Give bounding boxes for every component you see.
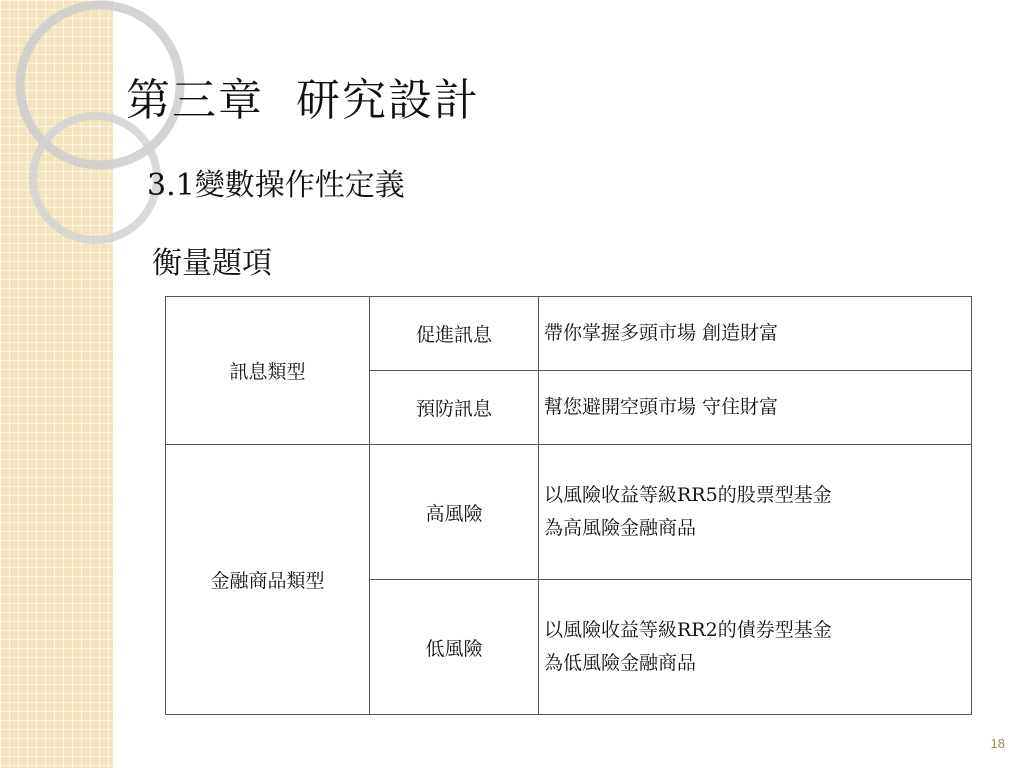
description-line: 以風險收益等級RR2的債券型基金	[544, 619, 832, 641]
description-cell	[539, 580, 972, 715]
item-cell: 促進訊息	[370, 297, 539, 371]
description-cell: 幫您避開空頭市場 守住財富	[539, 371, 972, 445]
category-cell: 金融商品類型	[166, 445, 370, 715]
measurement-items-heading: 衡量題項	[152, 246, 272, 281]
description-line: 以風險收益等級RR5的股票型基金	[544, 484, 832, 506]
section-subtitle: 3.1變數操作性定義	[147, 168, 405, 203]
slide-title: 第三章 研究設計	[126, 75, 480, 126]
description-cell	[539, 445, 972, 580]
table-row	[166, 445, 972, 580]
category-cell: 訊息類型	[166, 297, 370, 445]
item-cell: 高風險	[370, 445, 539, 580]
description-line: 為低風險金融商品	[544, 652, 697, 674]
page-number: 18	[990, 736, 1005, 751]
decorative-ring-small	[33, 116, 157, 240]
description-cell: 帶你掌握多頭市場 創造財富	[539, 297, 972, 371]
table-row	[166, 297, 972, 371]
item-cell: 低風險	[370, 580, 539, 715]
description-line: 為高風險金融商品	[544, 517, 697, 539]
item-cell: 預防訊息	[370, 371, 539, 445]
variable-definition-table	[165, 296, 972, 715]
